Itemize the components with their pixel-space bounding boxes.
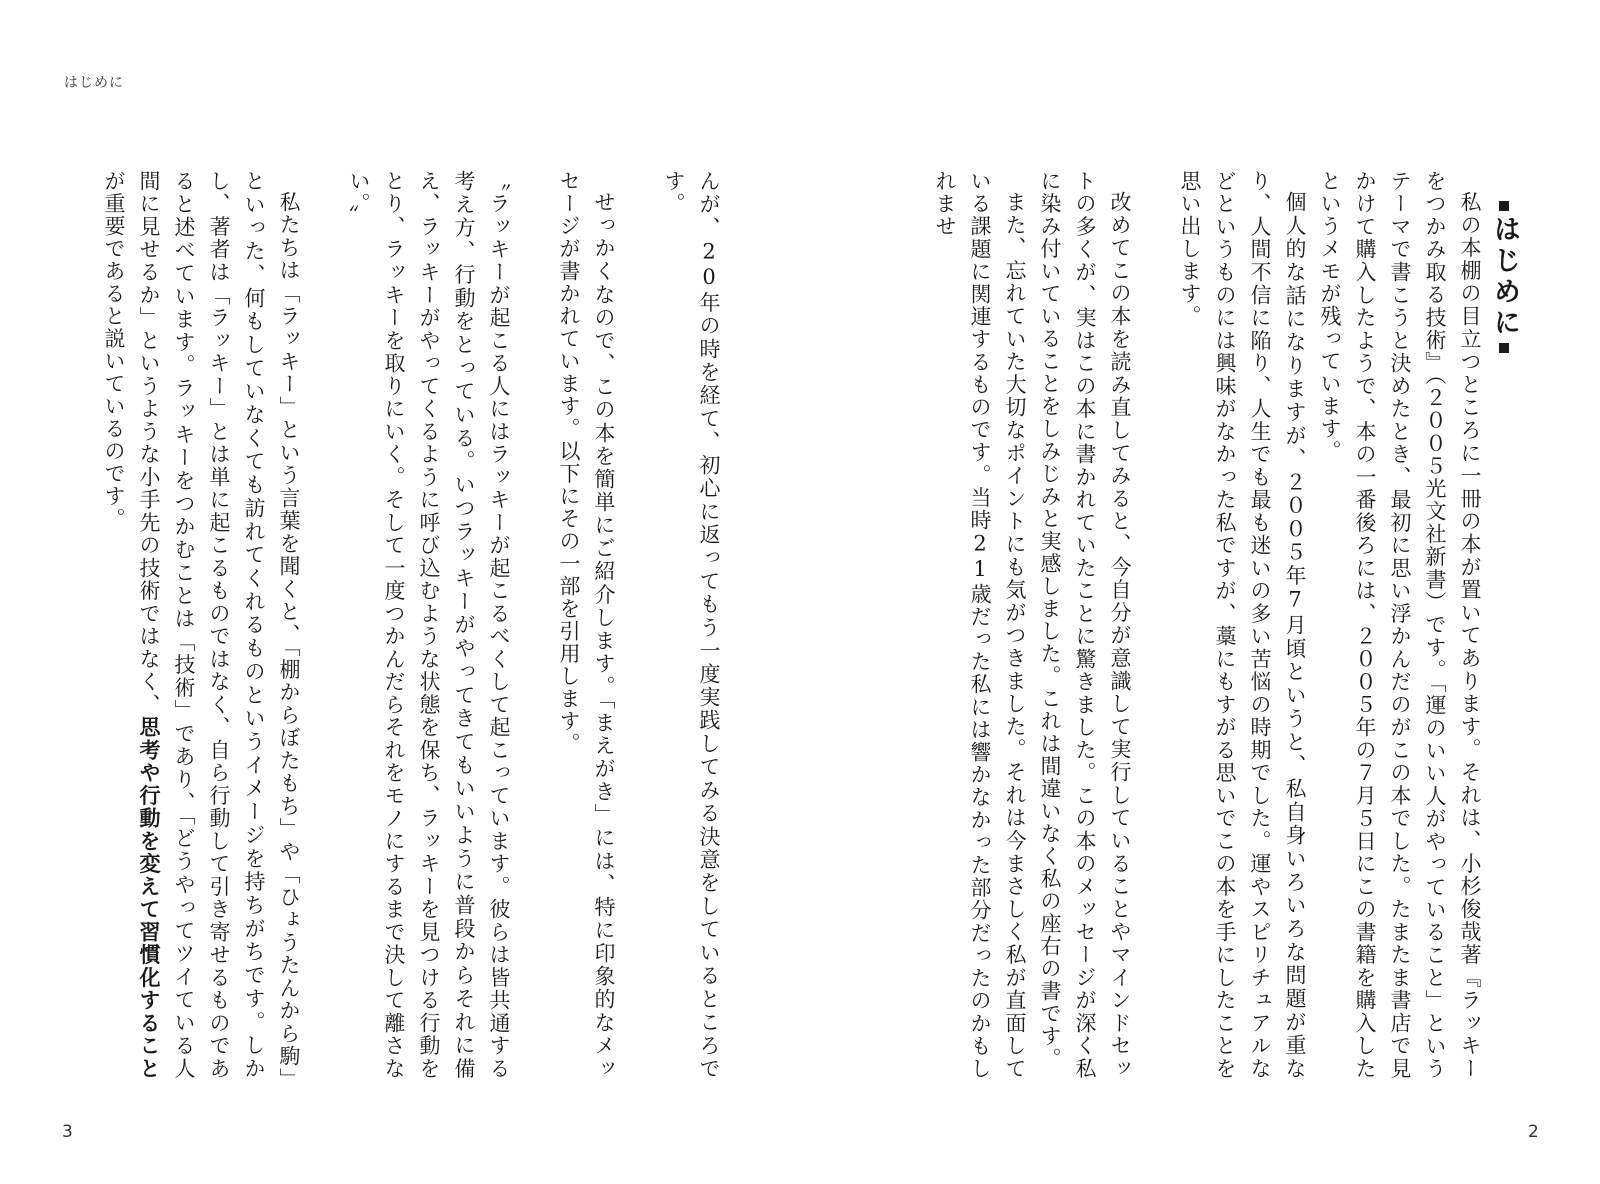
- body-paragraph: 改めてこの本を読み直してみると、今自分が意識して実行していることやマインドセットの多くが、実はこの本に書かれていたことに驚きました。この本のメッセージが深く私に染み付いていることをしみじみと実感しました。これは間違いなく私の座右の書です。: [1038, 170, 1132, 1080]
- paragraph-gap: [516, 170, 551, 1080]
- emphasis-text: 思考や行動を変えて習慣化すること: [137, 716, 161, 1081]
- section-heading-text: はじめに: [1489, 215, 1520, 339]
- heading-square-icon: [1499, 201, 1509, 211]
- section-heading: [1487, 170, 1522, 1080]
- paragraph-gap: [306, 170, 341, 1080]
- final-paragraph-ending: が重要であると説いているのです。: [102, 170, 126, 530]
- intro-paragraph: せっかくなので、この本を簡単にご紹介します。「まえがき」には、特に印象的なメッセージが書かれています。以下にその一部を引用します。: [557, 170, 616, 1080]
- running-head: はじめに: [64, 75, 124, 91]
- continuation-paragraph: んが、20年の時を経て、初心に返ってもう一度実践してみる決意をしているところです。: [662, 170, 721, 1081]
- heading-square-icon: [1499, 343, 1509, 353]
- paragraph-gap: [1137, 170, 1172, 1080]
- page-number-left: 3: [62, 1122, 73, 1142]
- body-paragraph: 私の本棚の目立つところに一冊の本が置いてあります。それは、小杉俊哉著『ラッキーをつかみ取る技術』（２００５光文社新書）です。「運のいい人がやっていること」というテーマで書こうと決めたとき、最初に思い浮かんだのがこの本でした。たまたま書店で見かけて購入したようで、本の一番後ろには、２００５年の７月５日にこの書籍を購入したというメモが残っています。: [1318, 170, 1482, 1080]
- right-page-body: [882, 170, 1522, 1080]
- body-paragraph: 個人的な話になりますが、２００５年7月頃というと、私自身いろいろな問題が重なり、人間不信に陥り、人生でも最も迷いの多い苦悩の時期でした。運やスピリチュアルなどというものには興味がなかった私ですが、藁にもすがる思いでこの本を手にしたことを思い出します。: [1178, 170, 1307, 1080]
- final-paragraph-text: 私たちは「ラッキー」という言葉を聞くと、「棚からぼたもち」や「ひょうたんから駒」といった、何もしていなくても訪れてくれるものというイメージを持ちがちです。しかし、著者は「ラッキー」とは単に起こるものではなく、自ら行動して引き寄せるものであると述べています。ラッキーをつかむことは「技術」であり、「どうやってツイている人間に見せるか」というような小手先の技術ではなく、: [137, 170, 301, 1080]
- left-page-body: [102, 170, 726, 1081]
- paragraph-gap: [621, 170, 656, 1080]
- page-number-right: 2: [1528, 1122, 1539, 1142]
- body-paragraph: また、忘れていた大切なポイントにも気がつきました。それは今まさしく私が直面している課題に関連するものです。当時21歳だった私には響かなかった部分だったのかもしれませ: [933, 170, 1027, 1080]
- final-paragraph: [96, 170, 306, 1080]
- quote-paragraph: 〝ラッキーが起こる人にはラッキーが起こるべくして起こっています。彼らは皆共通する考え方、行動をとっている。いつラッキーがやってきてもいいように普段からそれに備え、ラッキーがやってくるように呼び込むような状態を保ち、ラッキーを見つける行動をとり、ラッキーを取りにいく。そして一度つかんだらそれをモノにするまで決して離さない。〟: [347, 170, 511, 1080]
- right-page: [800, 0, 1600, 1184]
